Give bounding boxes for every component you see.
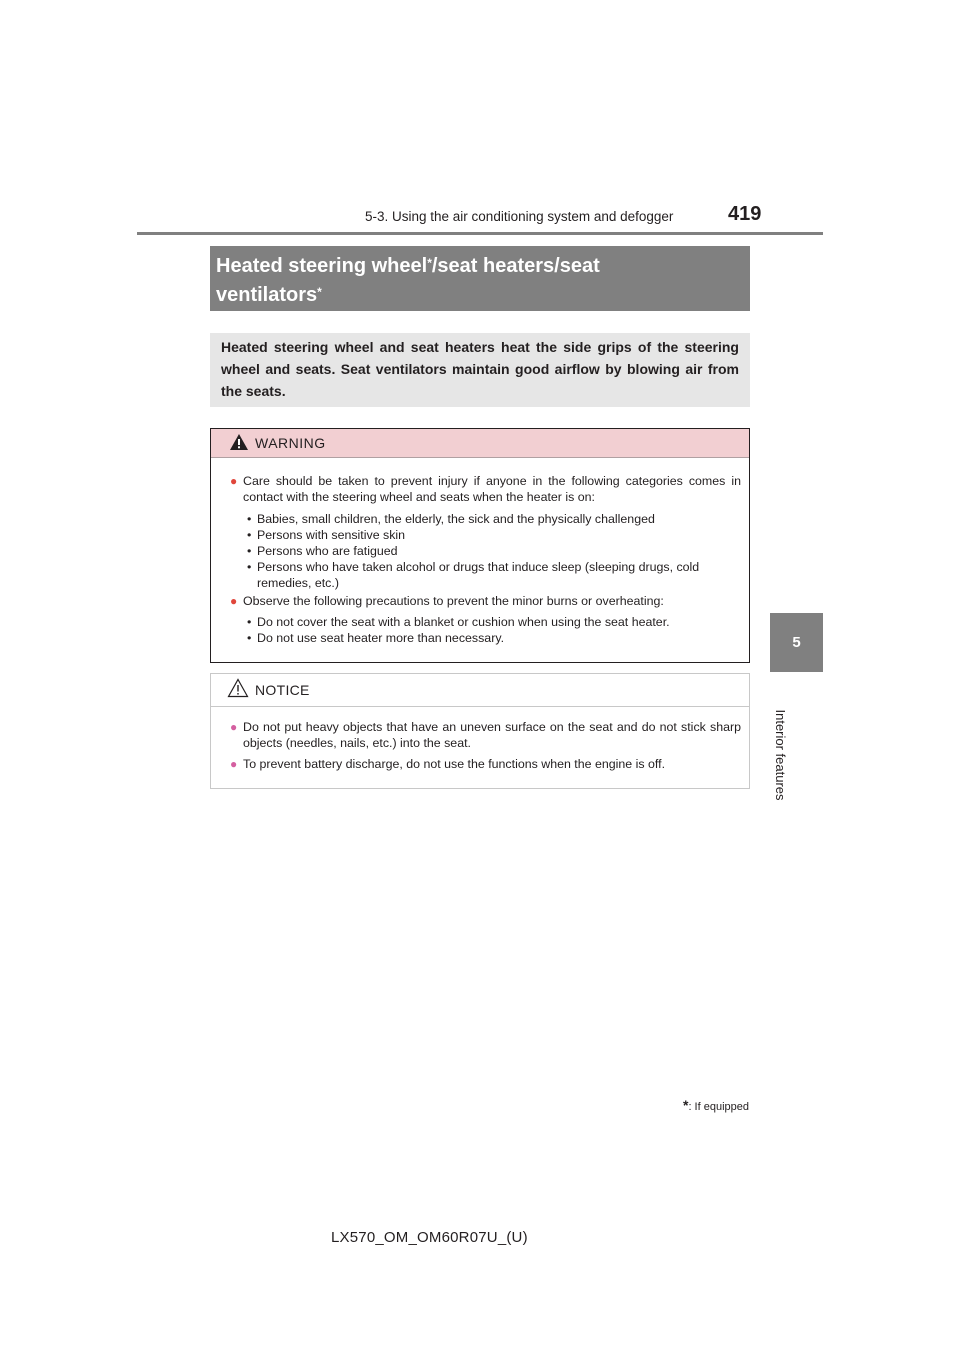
chapter-label: Interior features [773,709,789,801]
warning-label: WARNING [255,435,326,451]
notice-header [211,674,749,707]
bullet-icon: ● [230,720,238,734]
notice-item-text: To prevent battery discharge, do not use the functions when the engine is off. [243,757,666,771]
footnote-star: * [682,1097,689,1113]
warning-subitem: • Persons who have taken alcohol or drugs that induce sleep (sleeping drugs, cold remedies, etc.) [247,560,700,590]
bullet-icon: ● [230,474,238,488]
equipped-star-1: * [427,256,432,270]
title-part-3: ventilators [216,284,318,306]
notice-item [211,719,741,751]
page-number: 419 [728,203,762,225]
warning-item [211,473,741,505]
warning-header [211,429,749,458]
warning-subitem: • Persons with sensitive skin [247,528,406,542]
warning-item-text: Observe the following precautions to prevent the minor burns or overheating: [243,594,664,608]
intro-summary: Heated steering wheel and seat heaters heat the side grips of the steering wheel and seats. Seat ventilators maintain good airflow by blowing air from the seats. [210,333,750,407]
bullet-icon: ● [230,757,238,771]
document-code: LX570_OM_OM60R07U_(U) [331,1229,528,1246]
bullet-icon: ● [230,594,238,608]
title-part-1: Heated steering wheel [216,255,428,277]
notice-label: NOTICE [255,682,310,698]
section-heading: 5-3. Using the air conditioning system and defogger [365,209,674,224]
footnote-text: : If equipped [688,1101,749,1113]
notice-item [211,756,741,772]
warning-box [210,428,750,663]
warning-subitem: • Do not cover the seat with a blanket or cushion when using the seat heater. [247,615,670,629]
chapter-tab [770,613,823,672]
warning-item-text: Care should be taken to prevent injury if anyone in the following categories comes in contact with the steering wheel and seats when the heater is on: [243,474,741,504]
warning-item [211,593,741,609]
page-title [210,246,750,311]
title-part-2: /seat heaters/seat [431,255,600,277]
header-divider [137,232,823,235]
warning-triangle-icon [229,433,249,451]
chapter-number: 5 [792,634,801,651]
notice-item-text: Do not put heavy objects that have an uneven surface on the seat and do not stick sharp objects (needles, nails, etc.) into the seat. [243,720,741,750]
equipped-star-2: * [317,285,322,299]
caution-triangle-icon [227,678,249,698]
warning-subitem: • Do not use seat heater more than necessary. [247,631,505,645]
footnote [683,1097,749,1113]
warning-subitem: • Persons who are fatigued [247,544,398,558]
warning-subitem: • Babies, small children, the elderly, the sick and the physically challenged [247,512,655,526]
notice-box [210,673,750,789]
